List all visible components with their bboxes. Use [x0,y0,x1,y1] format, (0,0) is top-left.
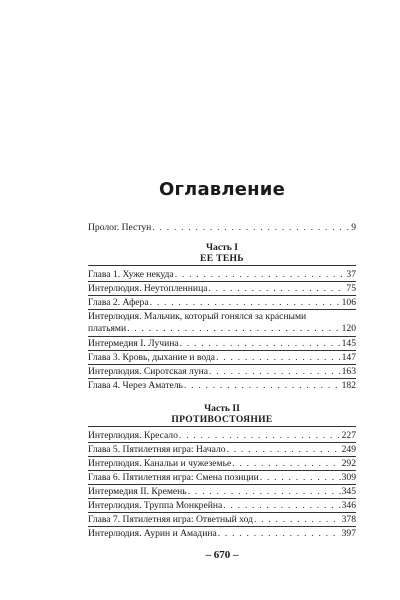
dot-leader [218,528,341,540]
entry-divider [88,484,356,485]
dot-leader [180,338,341,350]
toc-entry-title: Пролог. Пестун [88,222,152,233]
dot-leader [227,444,341,456]
dot-leader [260,472,341,484]
dot-leader [175,269,346,281]
toc-entry[interactable] [88,430,356,442]
toc-entry[interactable] [88,514,356,526]
part-2-label: Часть II [204,403,240,414]
part-1-divider [88,265,356,266]
page-number: – 670 – [205,549,239,561]
entry-divider [88,336,356,337]
toc-entry-page: 249 [341,444,356,455]
dot-leader [216,352,341,364]
entry-divider [88,498,356,499]
toc-entry[interactable] [88,380,356,392]
dot-leader [232,458,340,470]
toc-entry-page: 106 [341,297,356,308]
toc-entry-title-continued: платьями [88,323,127,334]
part-1-name: ЕЕ ТЕНЬ [200,253,244,264]
toc-entry-title: Интермедия II. Кремень [88,486,187,497]
toc-entry-page: 345 [341,486,356,497]
toc-entry-page: 145 [341,338,356,349]
toc-entry-title: Глава 7. Пятилетняя игра: Ответный ход [88,514,253,525]
toc-entry[interactable] [88,500,356,512]
toc-entry-title: Интерлюдия. Неутопленница [88,283,208,294]
toc-entry-page: 182 [341,380,356,391]
toc-entry[interactable] [88,283,356,295]
entry-divider [88,295,356,296]
toc-entry[interactable] [88,444,356,456]
toc-entry-title: Интерлюдия. Аурин и Амадина [88,528,217,539]
entry-divider [88,350,356,351]
dot-leader [208,283,345,295]
part-2-divider [88,426,356,427]
entry-divider [88,378,356,379]
toc-entry-page: 75 [346,283,356,294]
toc-entry-title: Интерлюдия. Канальи и чужеземье [88,458,232,469]
toc-entry[interactable] [88,458,356,470]
toc-entry-title: Интерлюдия. Сиротская луна [88,366,209,377]
toc-entry[interactable] [88,269,356,281]
toc-entry-title: Глава 5. Пятилетняя игра: Начало [88,444,226,455]
toc-entry[interactable] [88,528,356,540]
toc-entry-title: Интермедия I. Лучина [88,338,179,349]
entry-divider [88,456,356,457]
entry-divider [88,309,356,310]
toc-entry-page: 163 [341,366,356,377]
toc-entry-page: 120 [341,323,356,334]
toc-entry[interactable] [88,311,356,335]
toc-entry-title: Глава 1. Хуже некуда [88,269,174,280]
toc-entry[interactable] [88,486,356,498]
toc-entry-title: Интерлюдия. Труппа Монкрейна [88,500,223,511]
toc-entry-title: Глава 4. Через Аматель [88,380,183,391]
toc-title: Оглавление [158,179,286,200]
toc-entry-title: Глава 2. Афера [88,297,149,308]
toc-entry-title: Глава 3. Кровь, дыхание и вода [88,352,216,363]
dot-leader [223,500,340,512]
dot-leader [150,297,341,309]
dot-leader [179,430,341,442]
toc-entry-page: 346 [341,500,356,511]
toc-entry[interactable] [88,338,356,350]
toc-entry[interactable] [88,472,356,484]
dot-leader [152,222,350,234]
toc-entry-title: Интерлюдия. Мальчик, который гонялся за красными [88,311,307,322]
toc-entry-page: 378 [341,514,356,525]
entry-divider [88,470,356,471]
toc-entry[interactable] [88,366,356,378]
toc-entry-title: Интерлюдия. Кресало [88,430,178,441]
entry-divider [88,526,356,527]
entry-divider [88,512,356,513]
entry-divider [88,281,356,282]
toc-entry-prologue[interactable] [88,222,356,234]
part-2-name: ПРОТИВОСТОЯНИЕ [171,414,273,425]
toc-entry-page: 9 [351,222,356,233]
entry-divider [88,364,356,365]
toc-entry-page: 309 [341,472,356,483]
toc-entry-title: Глава 6. Пятилетняя игра: Смена позиции [88,472,259,483]
toc-entry-page: 227 [341,430,356,441]
dot-leader [127,323,340,335]
toc-entry-page: 397 [341,528,356,539]
toc-entry[interactable] [88,352,356,364]
dot-leader [184,380,341,392]
toc-entry-page: 37 [346,269,356,280]
part-1-label: Часть I [205,242,238,253]
toc-entry-page: 292 [341,458,356,469]
toc-page [88,0,356,600]
entry-divider [88,442,356,443]
dot-leader [209,366,341,378]
dot-leader [254,514,341,526]
toc-entry-page: 147 [341,352,356,363]
dot-leader [188,486,341,498]
toc-entry[interactable] [88,297,356,309]
